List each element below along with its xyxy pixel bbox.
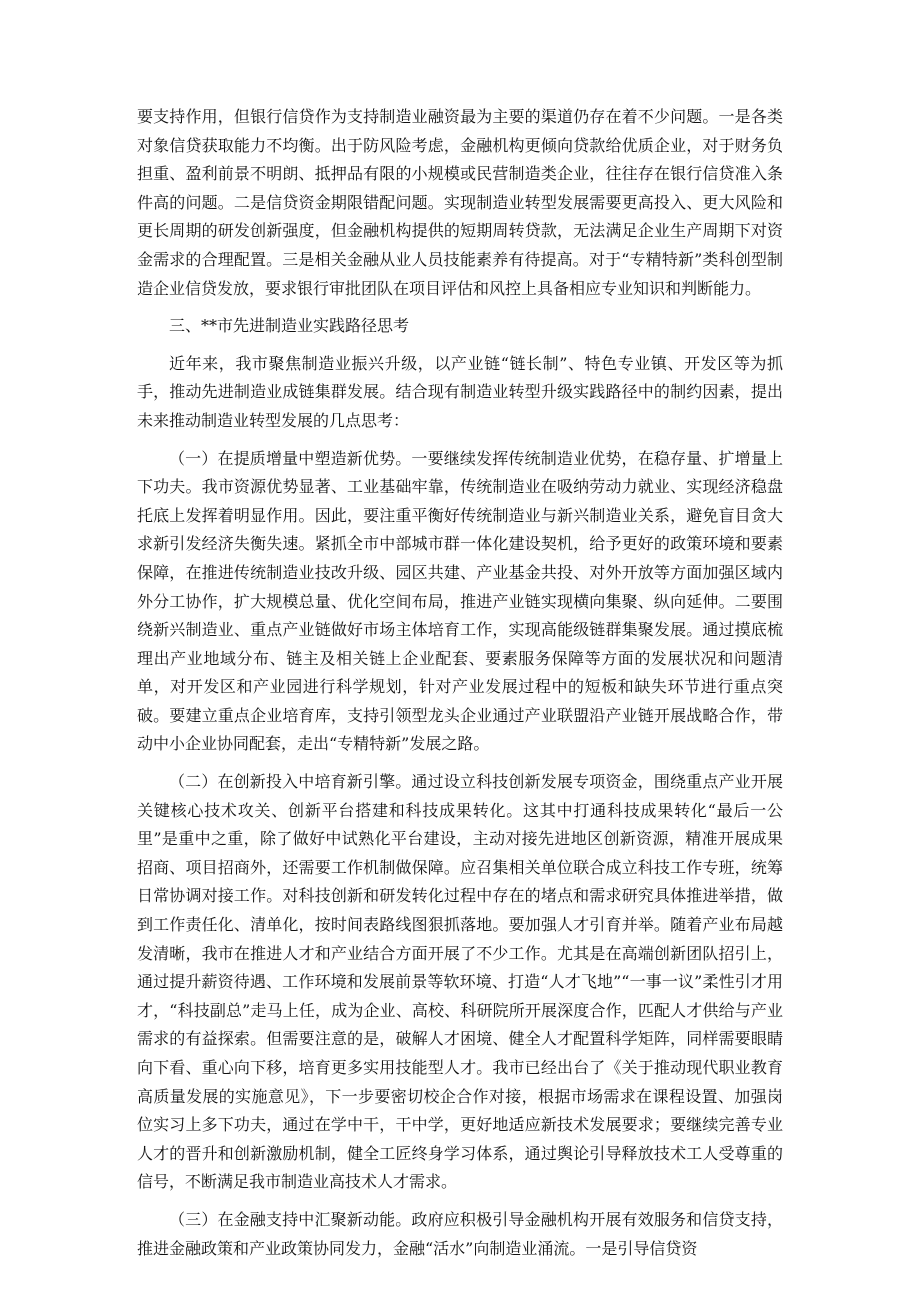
paragraph-continuation: 要支持作用，但银行信贷作为支持制造业融资最为主要的渠道仍存在着不少问题。一是各类对象信贷获取能力不均衡。出于防风险考虑，金融机构更倾向贷款给优质企业，对于财务负担重、盈利前景不明朗、抵押品有限的小规模或民营制造类企业，往往存在银行信贷准入条件高的问题。二是信贷资金期限错配问题。实现制造业转型发展需要更高投入、更大风险和更长周期的研发创新强度，但金融机构提供的短期周转贷款，无法满足企业生产周期下对资金需求的合理配置。三是相关金融从业人员技能素养有待提高。对于“专精特新”类科创型制造企业信贷发放，要求银行审批团队在项目评估和风控上具备相应专业知识和判断能力。 bbox=[137, 107, 783, 298]
paragraph-section-3: （三）在金融支持中汇聚新动能。政府应积极引导金融机构开展有效服务和信贷支持，推进金融政策和产业政策协同发力，金融“活水”向制造业涌流。一是引导信贷资 bbox=[137, 1209, 783, 1258]
section-heading: 三、**市先进制造业实践路径思考 bbox=[169, 316, 410, 336]
paragraph-section-2: （二）在创新投入中培育新引擎。通过设立科技创新发展专项资金，围绕重点产业开展关键核心技术攻关、创新平台搭建和科技成果转化。这其中打通科技成果转化“最后一公里”是重中之重，除了做好中试熟化平台建设，主动对接先进地区创新资源，精准开展成果招商、项目招商外，还需要工作机制做保障。应召集相关单位联合成立科技工作专班，统筹日常协调对接工作。对科技创新和研发转化过程中存在的堵点和需求研究具体推进举措，做到工作责任化、清单化，按时间表路线图狠抓落地。要加强人才引育并举。随着产业布局越发清晰，我市在推进人才和产业结合方面开展了不少工作。尤其是在高端创新团队招引上，通过提升薪资待遇、工作环境和发展前景等软环境、打造“人才飞地”“一事一议”柔性引才用才，“科技副总”走马上任，成为企业、高校、科研院所开展深度合作，匹配人才供给与产业需求的有益探索。但需要注意的是，破解人才困境、健全人才配置科学矩阵，同样需要眼睛向下看、重心向下移，培育更多实用技能型人才。我市已经出台了《关于推动现代职业教育高质量发展的实施意见》，下一步要密切校企合作对接，根据市场需求在课程设置、加强岗位实习上多下功夫，通过在学中干，干中学，更好地适应新技术发展要求；要继续完善专业人才的晋升和创新激励机制，健全工匠终身学习体系，通过舆论引导释放技术工人受尊重的信号，不断满足我市制造业高技术人才需求。 bbox=[137, 772, 783, 1192]
paragraph-intro: 近年来，我市聚焦制造业振兴升级，以产业链“链长制”、特色专业镇、开发区等为抓手，推动先进制造业成链集群发展。结合现有制造业转型升级实践路径中的制约因素，提出未来推动制造业转型发展的几点思考： bbox=[137, 353, 783, 430]
paragraph-section-1: （一）在提质增量中塑造新优势。一要继续发挥传统制造业优势，在稳存量、扩增量上下功夫。我市资源优势显著、工业基础牢靠，传统制造业在吸纳劳动力就业、实现经济稳盘托底上发挥着明显作用。因此，要注重平衡好传统制造业与新兴制造业关系，避免盲目贪大求新引发经济失衡失速。紧抓全市中部城市群一体化建设契机，给予更好的政策环境和要素保障，在推进传统制造业技改升级、园区共建、产业基金共投、对外开放等方面加强区域内外分工协作，扩大规模总量、优化空间布局，推进产业链实现横向集聚、纵向延伸。二要围绕新兴制造业、重点产业链做好市场主体培育工作，实现高能级链群集聚发展。通过摸底梳理出产业地域分布、链主及相关链上企业配套、要素服务保障等方面的发展状况和问题清单，对开发区和产业园进行科学规划，针对产业发展过程中的短板和缺失环节进行重点突破。要建立重点企业培育库，支持引领型龙头企业通过产业联盟沿产业链开展战略合作，带动中小企业协同配套，走出“专精特新”发展之路。 bbox=[137, 448, 783, 754]
document-body bbox=[137, 103, 783, 1272]
